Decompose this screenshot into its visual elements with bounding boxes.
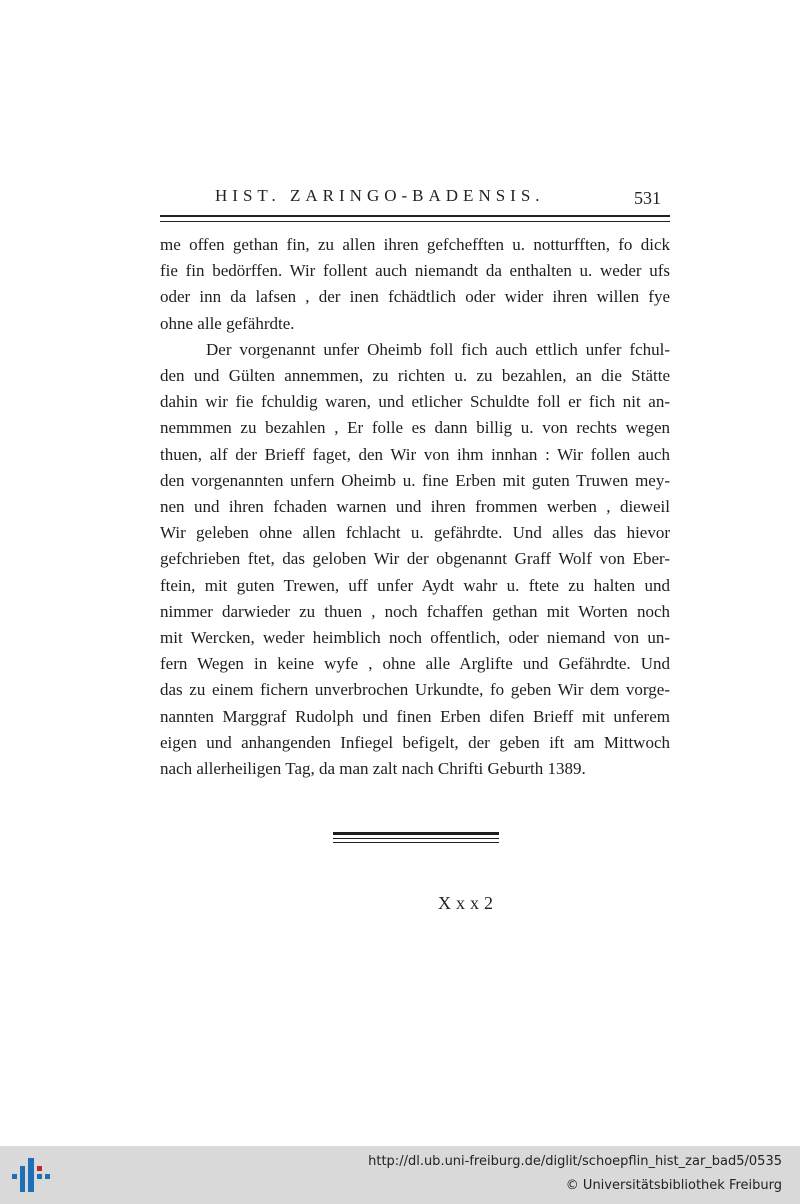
end-rule-thick (333, 832, 499, 835)
end-rule-thin-1 (333, 838, 499, 839)
body-text (160, 232, 670, 782)
text-line: nen und ihren fchaden warnen und ihren frommen werben , dieweil (160, 497, 670, 517)
text-line: ohne alle gefährdte. (160, 313, 295, 333)
text-line: gefchrieben ftet, das geloben Wir der obgenannt Graff Wolf von Eber- (160, 549, 670, 569)
end-rule-thin-2 (333, 842, 499, 843)
copyright-notice: © Universitätsbibliothek Freiburg (565, 1178, 782, 1193)
text-line: eigen und anhangenden Infiegel befigelt, der geben ift am Mittwoch (160, 732, 670, 752)
running-title: HIST. ZARINGO-BADENSIS. (215, 186, 545, 205)
text-line: den und Gülten annemmen, zu richten u. zu bezahlen, an die Stätte (160, 366, 670, 386)
text-line: nimmer darwieder zu thuen , noch fchaffen gethan mit Worten noch (160, 601, 670, 621)
text-line: nach allerheiligen Tag, da man zalt nach Chrifti Geburth 1389. (160, 759, 586, 779)
text-line: nemmmen zu bezahlen , Er folle es dann billig u. von rechts wegen (160, 418, 670, 438)
ub-freiburg-logo-icon[interactable] (10, 1154, 52, 1196)
page-number: 531 (634, 188, 661, 208)
text-line: den vorgenannten unfern Oheimb u. fine Erben mit guten Truwen mey- (160, 470, 670, 490)
signature-mark: Xxx2 (438, 893, 498, 913)
text-line: me offen gethan fin, zu allen ihren gefchefften u. notturfften, fo dick (160, 235, 670, 254)
paragraph-1 (160, 232, 670, 337)
text-line: oder inn da lafsen , der inen fchädtlich oder wider ihren willen fye (160, 287, 670, 307)
text-line: das zu einem fichern unverbrochen Urkundte, fo geben Wir dem vorge- (160, 680, 670, 700)
text-line: fern Wegen in keine wyfe , ohne alle Arglifte und Gefährdte. Und (160, 654, 670, 674)
document-url-link[interactable]: http://dl.ub.uni-freiburg.de/diglit/schoepflin_hist_zar_bad5/0535 (368, 1154, 782, 1169)
text-line: mit Wercken, weder heimblich noch offentlich, oder niemand von un- (160, 628, 670, 648)
paragraph-2 (160, 337, 670, 782)
header-rule-top (160, 215, 670, 217)
text-line: nannten Marggraf Rudolph und finen Erben difen Brieff mit unferem (160, 706, 670, 726)
text-line: ftein, mit guten Trewen, uff unfer Aydt wahr u. ftete zu halten und (160, 575, 670, 595)
footer-bar (0, 1146, 800, 1204)
text-line: Der vorgenannt unfer Oheimb foll fich auch ettlich unfer fchul- (206, 339, 670, 359)
text-line: dahin wir fie fchuldig waren, und etlicher Schuldte foll er fich nit an- (160, 392, 670, 412)
text-line: fie fin bedörffen. Wir follent auch niemandt da enthalten u. weder ufs (160, 261, 670, 281)
text-line: Wir geleben ohne allen fchlacht u. gefährdte. Und alles das hievor (160, 523, 670, 543)
text-line: thuen, alf der Brieff faget, den Wir von ihm innhan : Wir follen auch (160, 444, 670, 464)
header-rule-bottom (160, 221, 670, 222)
